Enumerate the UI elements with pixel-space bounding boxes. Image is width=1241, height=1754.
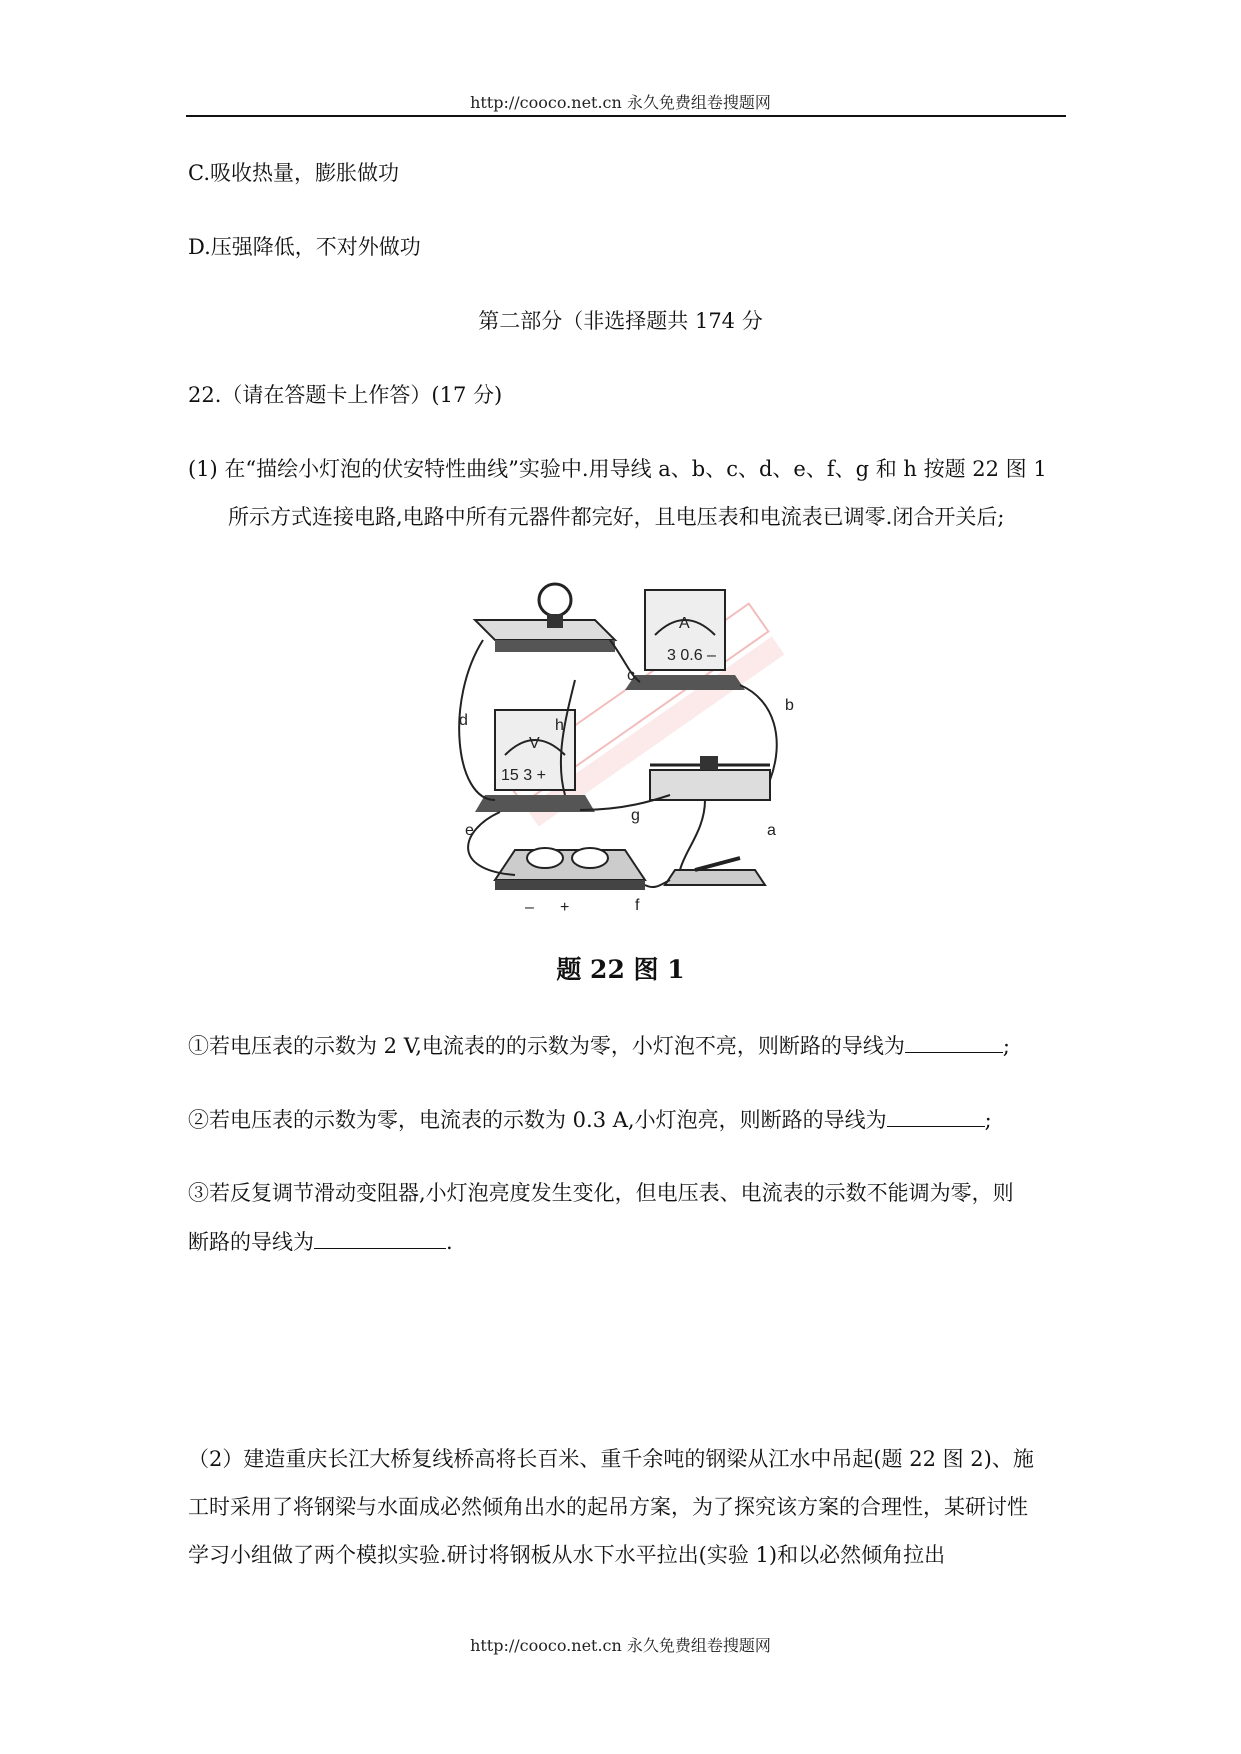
- wire-label-c: c: [627, 667, 635, 684]
- q22-sub3-line1: ③若反复调节滑动变阻器,小灯泡亮度发生变化，但电压表、电流表的示数不能调为零，则: [188, 1181, 1014, 1205]
- switch: [665, 858, 765, 885]
- wire-label-d: d: [459, 712, 468, 729]
- q22-part2-line2: 工时采用了将钢梁与水面成必然倾角出水的起吊方案，为了探究该方案的合理性，某研讨性: [188, 1495, 1028, 1519]
- battery-positive-label: +: [560, 899, 570, 916]
- ammeter: [625, 590, 745, 690]
- wire-label-g: g: [631, 807, 640, 824]
- q22-sub1-text: ①若电压表的示数为 2 V,电流表的的示数为零，小灯泡不亮，则断路的导线为: [188, 1034, 905, 1058]
- option-c: C.吸收热量，膨胀做功: [188, 161, 399, 185]
- q22-sub2-text: ②若电压表的示数为零，电流表的示数为 0.3 A,小灯泡亮，则断路的导线为: [188, 1108, 887, 1132]
- section-title: 第二部分（非选择题共 174 分: [478, 309, 763, 333]
- q22-part2-line3: 学习小组做了两个模拟实验.研讨将钢板从水下水平拉出(实验 1)和以必然倾角拉出: [188, 1543, 946, 1567]
- battery-negative-label: –: [525, 899, 534, 916]
- figure-caption: 题 22 图 1: [556, 955, 685, 984]
- q22-part2-line1: （2）建造重庆长江大桥复线桥高将长百米、重千余吨的钢梁从江水中吊起(题 22 图 2)、施: [188, 1447, 1034, 1471]
- voltmeter-terminal-labels: 15 3 +: [501, 767, 546, 784]
- q22-sub3-end: .: [446, 1230, 453, 1254]
- answer-blank-1[interactable]: [905, 1032, 1003, 1053]
- circuit-figure: [455, 580, 815, 945]
- ammeter-terminal-labels: 3 0.6 –: [667, 647, 716, 664]
- lamp-holder: [475, 584, 615, 652]
- option-d: D.压强降低，不对外做功: [188, 235, 421, 259]
- wire-label-a: a: [767, 822, 776, 839]
- page-footer: http://cooco.net.cn 永久免费组卷搜题网: [470, 1636, 771, 1655]
- wire-label-b: b: [785, 697, 794, 714]
- q22-sub3-line2: [188, 1228, 453, 1255]
- bulb-icon: [539, 584, 571, 616]
- wire-label-h: h: [555, 717, 564, 734]
- answer-blank-2[interactable]: [887, 1106, 985, 1127]
- q22-sub2-end: ;: [984, 1108, 992, 1132]
- q22-sub3-text: 断路的导线为: [188, 1230, 314, 1254]
- ammeter-symbol: A: [679, 615, 690, 632]
- voltmeter-symbol: V: [529, 735, 540, 752]
- voltmeter: [475, 710, 595, 812]
- battery: [495, 848, 645, 916]
- wire-label-e: e: [465, 822, 474, 839]
- question-22-title: 22.（请在答题卡上作答）(17 分): [188, 383, 503, 407]
- q22-part1-line2: 所示方式连接电路,电路中所有元器件都完好，且电压表和电流表已调零.闭合开关后;: [228, 505, 1005, 529]
- page-header: http://cooco.net.cn 永久免费组卷搜题网: [470, 93, 771, 112]
- answer-blank-3[interactable]: [314, 1228, 446, 1249]
- q22-sub1: [188, 1032, 1010, 1059]
- wire-label-f: f: [635, 897, 640, 914]
- q22-part1-line1: (1) 在“描绘小灯泡的伏安特性曲线”实验中.用导线 a、b、c、d、e、f、g 和 h 按题 22 图 1: [188, 457, 1047, 481]
- q22-sub1-end: ;: [1002, 1034, 1010, 1058]
- header-rule: [186, 115, 1066, 117]
- q22-sub2: [188, 1106, 992, 1133]
- rheostat: [650, 756, 770, 800]
